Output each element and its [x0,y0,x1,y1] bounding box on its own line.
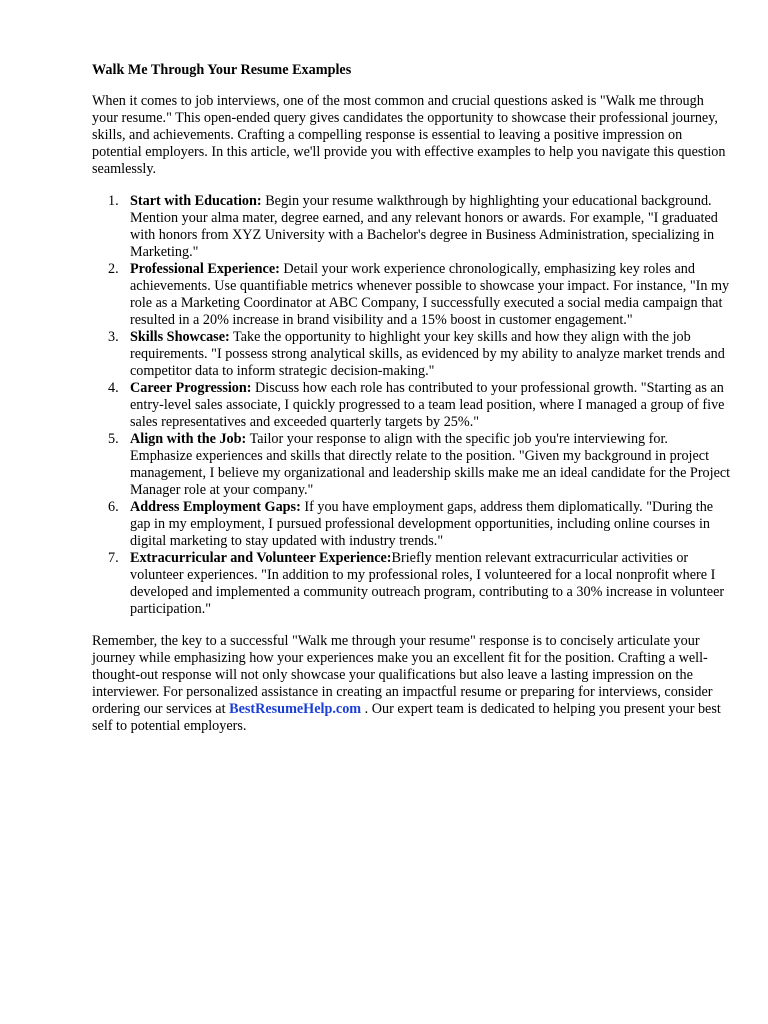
list-item [92,380,732,431]
list-item-text: Briefly mention relevant extracurricular activities or volunteer experiences. "In addition to my professional roles, I volunteered for a local nonprofit where I developed and implemented a community outreach program, contributing to a 30% increase in volunteer participation." [130,550,725,617]
list-item-text: Begin your resume walkthrough by highlighting your educational background. Mention your alma mater, degree earned, and any relevant honors or awards. For example, "I graduated with honors from XYZ University with a Bachelor's degree in Business Administration, specializing in Marketing." [130,193,718,260]
list-number: 5. [108,431,119,447]
closing-text: Remember, the key to a successful "Walk me through your resume" response is to concisely articulate your journey while emphasizing how your experiences make you an excellent fit for the position. Crafting a well-thought-out response will not only showcase your qualifications but also leave a lasting impression on the interviewer. For personalized assistance in creating an impactful resume or preparing for interviews, consider ordering our services at [92,633,713,717]
list-item-text: Take the opportunity to highlight your key skills and how they align with the job requirements. "I possess strong analytical skills, as evidenced by my ability to analyze market trends and competitor data to inform strategic decision-making." [130,329,725,379]
list-item-heading: Address Employment Gaps: [130,499,301,515]
closing-paragraph [92,633,732,735]
list-number: 4. [108,380,119,396]
list-item-heading: Skills Showcase: [130,329,230,345]
list-item [92,329,732,380]
list-item [92,550,732,618]
list-number: 3. [108,329,119,345]
list-item-text: If you have employment gaps, address them diplomatically. "During the gap in my employment, I pursued professional development opportunities, including online courses in digital marketing to stay updated with industry trends." [130,499,714,549]
list-item-heading: Extracurricular and Volunteer Experience: [130,550,392,566]
document-page [92,62,732,735]
best-resume-help-link[interactable]: BestResumeHelp.com [229,701,362,717]
list-item-heading: Career Progression: [130,380,252,396]
list-item-heading: Start with Education: [130,193,262,209]
intro-paragraph: When it comes to job interviews, one of the most common and crucial questions asked is "Walk me through your resume." This open-ended query gives candidates the opportunity to showcase their professional journey, skills, and achievements. Crafting a compelling response is essential to leaving a positive impression on potential employers. In this article, we'll provide you with effective examples to help you navigate this question seamlessly. [92,93,726,177]
list-number: 6. [108,499,119,515]
document-title: Walk Me Through Your Resume Examples [92,62,352,78]
list-item-text: Discuss how each role has contributed to your professional growth. "Starting as an entry-level sales associate, I quickly progressed to a team lead position, where I managed a group of five sales representatives and exceeded quarterly targets by 25%." [130,380,725,430]
list-item [92,499,732,550]
list-item [92,431,732,499]
list-item-text: Tailor your response to align with the specific job you're interviewing for. Emphasize experiences and skills that directly relate to the position. "Given my background in project management, I believe my organizational and leadership skills make me an ideal candidate for the Project Manager role at your company." [130,431,731,498]
list-item [92,261,732,329]
list-item [92,193,732,261]
list-item-heading: Align with the Job: [130,431,247,447]
list-number: 2. [108,261,119,277]
list-item-text: Detail your work experience chronologically, emphasizing key roles and achievements. Use quantifiable metrics whenever possible to showcase your impact. For instance, "In my role as a Marketing Coordinator at ABC Company, I successfully executed a social media campaign that resulted in a 20% increase in brand visibility and a 15% boost in customer engagement." [130,261,730,328]
list-number: 7. [108,550,119,566]
closing-text-end: . Our expert team is dedicated to helping you present your best self to potential employers. [92,701,721,734]
list-number: 1. [108,193,119,209]
tips-list [92,193,732,618]
list-item-heading: Professional Experience: [130,261,280,277]
